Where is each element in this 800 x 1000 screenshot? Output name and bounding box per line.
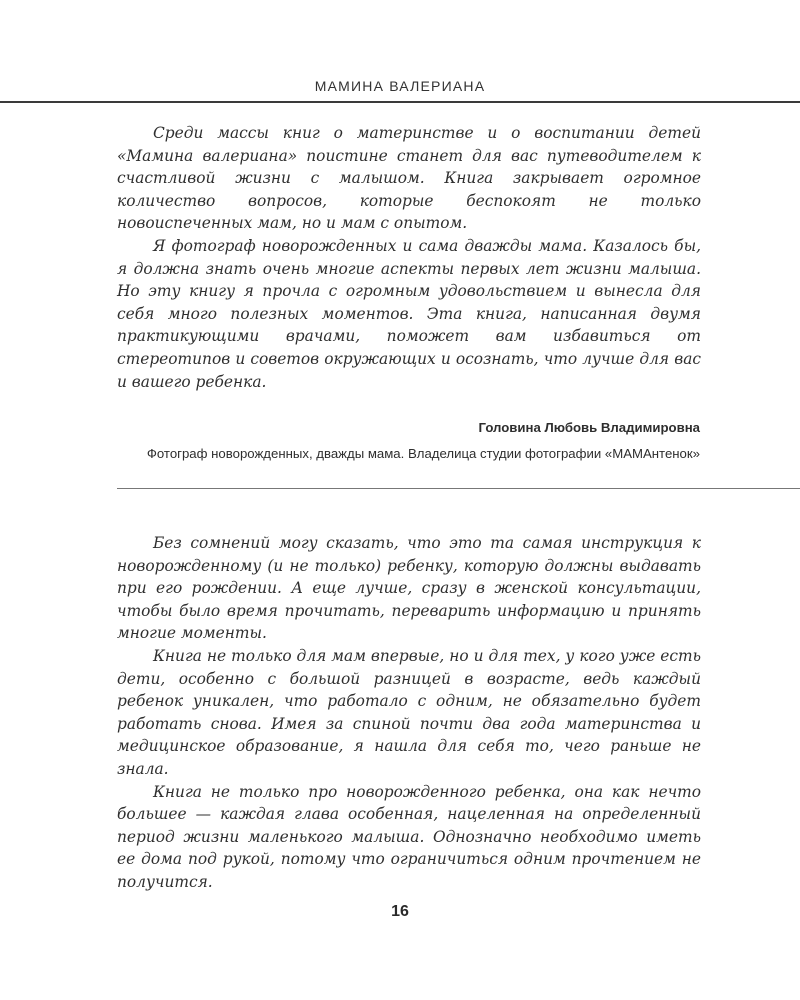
review-block-2	[117, 532, 701, 894]
running-header: МАМИНА ВАЛЕРИАНА	[314, 78, 486, 94]
review-2-paragraph-1: Без сомнений могу сказать, что это та самая инструкция к новорожденному (и не только) ребенку, которую должны выдавать при его рождении. А еще лучше, сразу в женской консультации, чтобы было время прочитать, переварить информацию и принять многие моменты.	[117, 534, 701, 643]
review-block-1	[117, 122, 701, 393]
review-1-signature	[140, 418, 700, 464]
header-rule	[0, 101, 800, 103]
review-1-paragraph-1: Среди массы книг о материнстве и о воспитании детей «Мамина валериана» поистине станет для вас путеводителем к счастливой жизни с малышом. Книга закрывает огромное количество вопросов, которые беспокоят не только новоиспеченных мам, но и мам с опытом.	[117, 124, 701, 233]
author-name: Головина Любовь Владимировна	[478, 420, 700, 435]
author-description: Фотограф новорожденных, дважды мама. Владелица студии фотографии «МАМАнтенок»	[146, 446, 700, 461]
review-2-paragraph-2: Книга не только для мам впервые, но и для тех, у кого уже есть дети, особенно с большой разницей в возрасте, ведь каждый ребенок уникален, что работало с одним, не обязательно будет работать снова. Имея за спиной почти два года материнства и медицинское образование, я нашла для себя то, чего раньше не знала.	[117, 646, 701, 778]
review-1-paragraph-2: Я фотограф новорожденных и сама дважды мама. Казалось бы, я должна знать очень многие аспекты первых лет жизни малыша. Но эту книгу я прочла с огромным удовольствием и вынесла для себя много полезных моментов. Эта книга, написанная двумя практикующими врачами, поможет вам избавиться от стереотипов и советов окружающих и осознать, что лучше для вас и вашего ребенка.	[117, 236, 701, 391]
section-divider	[117, 488, 800, 489]
review-2-paragraph-3: Книга не только про новорожденного ребенка, она как нечто большее — каждая глава особенная, нацеленная на определенный период жизни маленького малыша. Однозначно необходимо иметь ее дома под рукой, потому что ограничиться одним прочтением не получится.	[117, 782, 701, 891]
page-number: 16	[391, 903, 409, 920]
